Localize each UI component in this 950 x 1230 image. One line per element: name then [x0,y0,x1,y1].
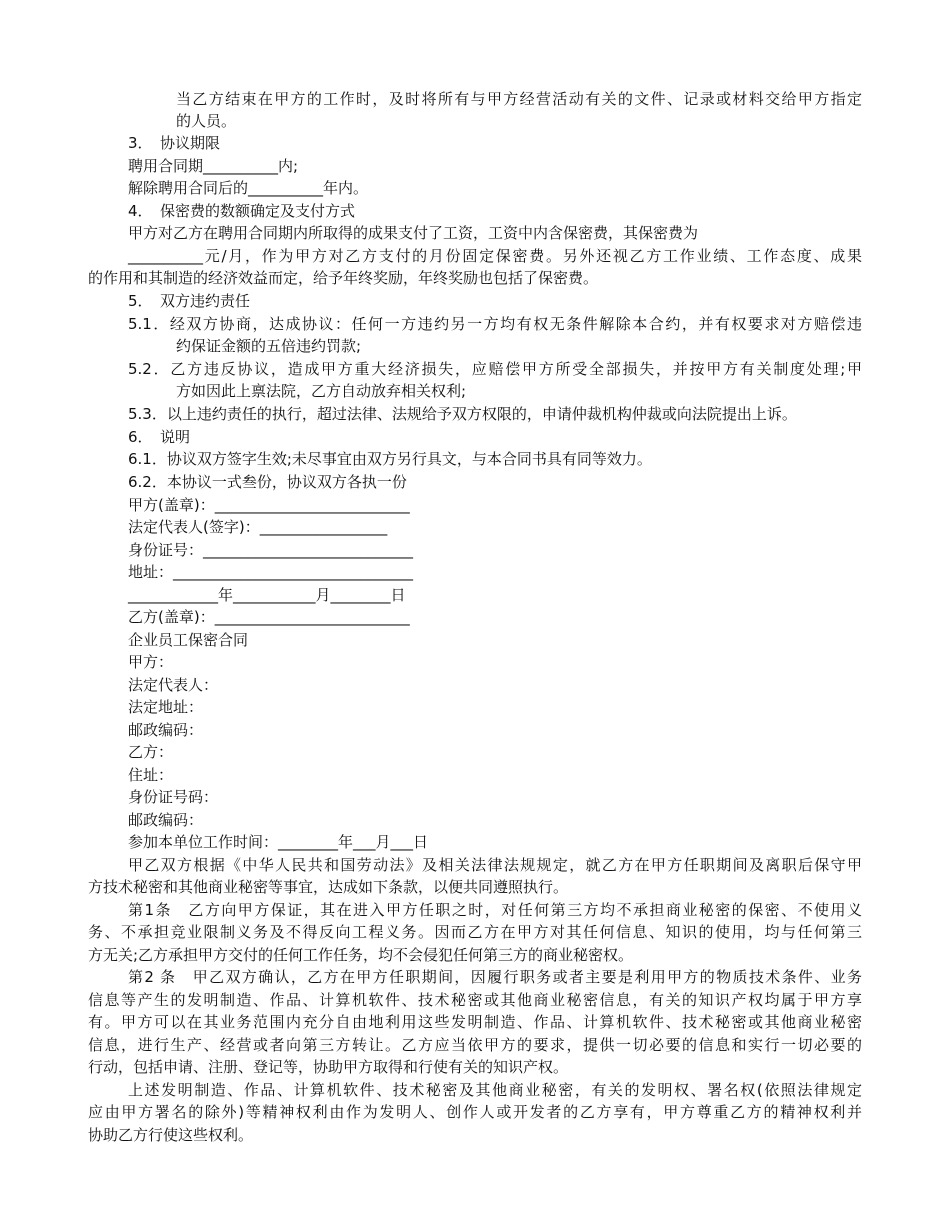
text-line: 5.2．乙方违反协议，造成甲方重大经济损失，应赔偿甲方所受全部损失，并按甲方有关制度处理;甲 [128,360,862,378]
text-line: 约保证金额的五倍违约罚款; [176,337,362,355]
text-line: 务、不承担竞业限制义务及不得反向工程义务。因而乙方在甲方对其任何信息、知识的使用，均与任何第三 [88,923,862,941]
signature-field: 地址：________________________________ [128,563,414,581]
document-title: 企业员工保密合同 [128,631,249,649]
text-line: 解除聘用合同后的__________年内。 [128,179,369,197]
form-label: 住址： [128,766,174,784]
text-line: 信息，进行生产、经营或者向第三方转让。乙方应当依甲方的要求，提供一切必要的信息和实行一切必要的 [88,1036,862,1054]
form-label: 法定代表人： [128,676,219,694]
section-heading: 5． 双方违约责任 [128,292,251,310]
signature-field: 甲方(盖章)：__________________________ [128,496,410,514]
signature-field: 法定代表人(签字)：_________________ [128,518,388,536]
form-label: 法定地址： [128,698,204,716]
text-line: 甲乙双方根据《中华人民共和国劳动法》及相关法律法规规定，就乙方在甲方任职期间及离职后保守甲 [128,856,862,874]
signature-field: 身份证号：____________________________ [128,541,414,559]
text-line: 5.3．以上违约责任的执行，超过法律、法规给予双方权限的，申请仲裁机构仲裁或向法院提出上诉。 [128,405,797,423]
text-line: __________元/月，作为甲方对乙方支付的月份固定保密费。另外还视乙方工作业绩、工作态度、成果 [128,247,862,265]
text-line: 上述发明制造、作品、计算机软件、技术秘密及其他商业秘密，有关的发明权、署名权(依照法律规定 [128,1081,862,1099]
text-line: 的作用和其制造的经济效益而定，给予年终奖励，年终奖励也包括了保密费。 [88,269,599,287]
text-line: 协助乙方行使这些权利。 [88,1126,254,1144]
section-heading: 6． 说明 [128,428,191,446]
form-label: 甲方： [128,653,174,671]
text-line: 信息等产生的发明制造、作品、计算机软件、技术秘密或其他商业秘密信息，有关的知识产权均属于甲方享 [88,991,862,1009]
text-line: 当乙方结束在甲方的工作时，及时将所有与甲方经营活动有关的文件、记录或材料交给甲方指定 [176,90,862,108]
form-label: 乙方： [128,743,174,761]
form-label: 身份证号码： [128,788,219,806]
form-label: 邮政编码： [128,811,204,829]
form-label: 参加本单位工作时间：________年___月___日 [128,833,429,851]
text-line: 有。甲方可以在其业务范围内充分自由地利用这些发明制造、作品、计算机软件、技术秘密或其他商业秘密 [88,1013,862,1031]
text-line: 的人员。 [176,112,237,130]
signature-field: 乙方(盖章)：__________________________ [128,608,410,626]
text-line: 应由甲方署名的除外)等精神权利由作为发明人、创作人或开发者的乙方享有，甲方尊重乙方的精神权利并 [88,1103,862,1121]
form-label: 邮政编码： [128,721,204,739]
text-line: 甲方对乙方在聘用合同期内所取得的成果支付了工资，工资中内含保密费，其保密费为 [128,224,699,242]
date-field: ____________年___________月________日 [128,586,406,604]
section-heading: 4． 保密费的数额确定及支付方式 [128,202,356,220]
text-line: 5.1．经双方协商，达成协议：任何一方违约另一方均有权无条件解除本合约，并有权要求对方赔偿违 [128,315,862,333]
text-line: 6.1．协议双方签字生效;未尽事宜由双方另行具文，与本合同书具有同等效力。 [128,450,652,468]
text-line: 第2 条 甲乙双方确认，乙方在甲方任职期间，因履行职务或者主要是利用甲方的物质技术条件、业务 [128,968,862,986]
text-line: 第1条 乙方向甲方保证，其在进入甲方任职之时，对任何第三方均不承担商业秘密的保密、不使用义 [128,901,862,919]
text-line: 聘用合同期__________内; [128,157,299,175]
text-line: 6.2．本协议一式叁份，协议双方各执一份 [128,473,407,491]
text-line: 方如因此上禀法院，乙方自动放弃相关权利; [176,382,467,400]
text-line: 方技术秘密和其他商业秘密等事宜，达成如下条款，以便共同遵照执行。 [88,878,569,896]
text-line: 行动，包括申请、注册、登记等，协助甲方取得和行使有关的知识产权。 [88,1058,569,1076]
text-line: 方无关;乙方承担甲方交付的任何工作任务，均不会侵犯任何第三方的商业秘密权。 [88,946,634,964]
section-heading: 3． 协议期限 [128,134,221,152]
